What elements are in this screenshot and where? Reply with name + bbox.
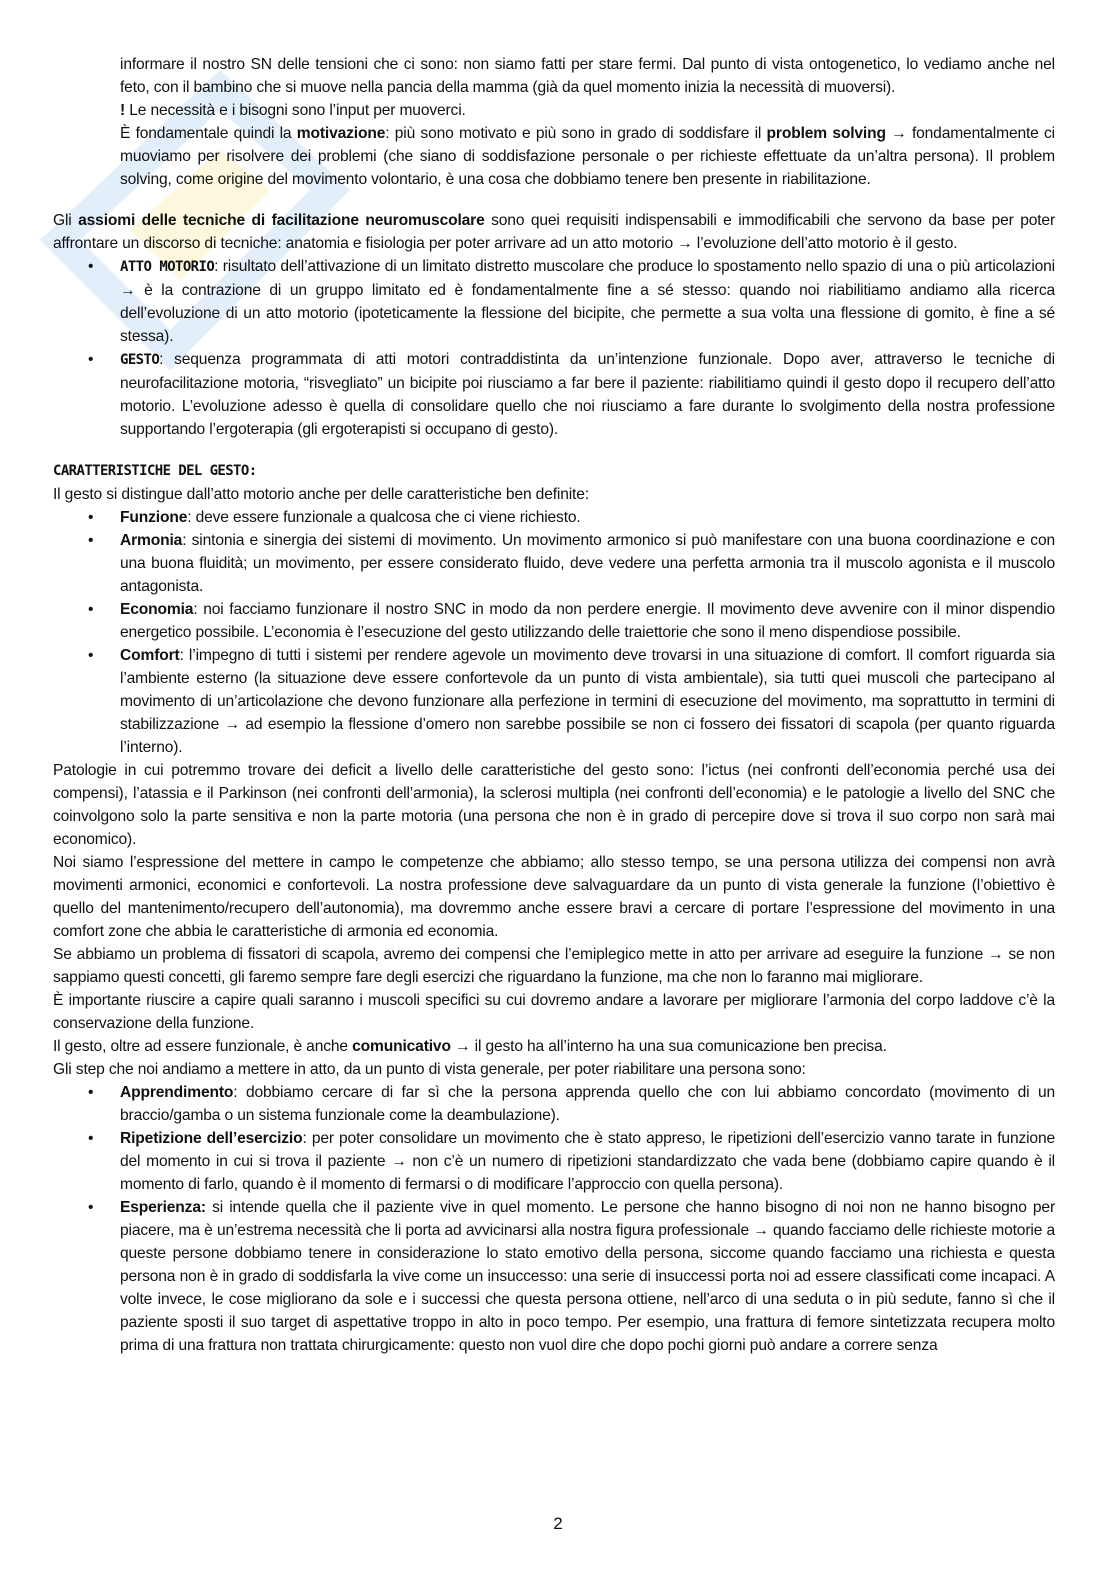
document-body (53, 53, 1055, 1357)
bold-term: problem solving (766, 125, 886, 142)
bullet-icon: • (88, 509, 94, 526)
bold-term: CARATTERISTICHE DEL GESTO: (53, 463, 257, 479)
text-run: Il gesto si distingue dall’atto motorio anche per delle caratteristiche ben definite: (53, 486, 589, 503)
bold-term: Ripetizione dell’esercizio (120, 1130, 303, 1147)
bold-term: Apprendimento (120, 1084, 234, 1101)
text-run: : per poter consolidare un movimento che è stato appreso, le ripetizioni dell’esercizio vanno tarate in funzione del momento in cui si trova il paziente → non c’è un numero di ripetizioni standardizzato che vada bene (dobbiamo capire quando è il momento di farlo, quando è il momento di fermarsi o di modificare l’approccio con quella persona). (120, 1130, 1056, 1193)
bold-term: Economia (120, 601, 194, 618)
paragraph (53, 759, 1055, 851)
text-run: È fondamentale quindi la (120, 125, 297, 142)
bullet-icon: • (88, 532, 94, 549)
text-run: : dobbiamo cercare di far sì che la persona apprenda quello che con lui abbiamo concordato (movimento di un braccio/gamba o un sistema funzionale come la deambulazione). (120, 1084, 1055, 1124)
paragraph (53, 1035, 1055, 1058)
bold-term: ! (120, 102, 130, 119)
text-run: : l’impegno di tutti i sistemi per rendere agevole un movimento deve trovarsi in una situazione di comfort. Il comfort riguarda sia l’ambiente esterno (la situazione deve essere confortevole da un punto di vista ambientale), sia tutti quei muscoli che partecipano al movimento di un’articolazione che devono funzionare alla perfezione in termini di esecuzione del movimento, ma soprattutto in termini di stabilizzazione → ad esempio la flessione d’omero non sarebbe possibile se non ci fossero dei fissatori di scapola (per quanto riguarda l’interno). (120, 647, 1055, 756)
bullet-item (88, 644, 1055, 759)
bullet-item (88, 1127, 1056, 1196)
bold-term: GESTO (120, 352, 160, 368)
paragraph (53, 989, 1055, 1035)
section-heading (53, 459, 1055, 483)
paragraph (120, 99, 1055, 122)
bold-term: Comfort (120, 647, 180, 664)
bullet-icon: • (88, 258, 94, 275)
bold-term: assiomi delle tecniche di facilitazione neuromuscolare (78, 212, 485, 229)
bullet-icon: • (88, 351, 94, 368)
paragraph (120, 122, 1055, 191)
paragraph (53, 851, 1055, 943)
text-run: sono quei requisiti indispensabili e immodificabili che servono da base per poter affrontare un discorso di tecniche: anatomia e fisiologia per poter arrivare ad un atto motorio → l’evoluzione dell’atto motorio è il gesto. (53, 212, 1055, 252)
bullet-item (88, 598, 1055, 644)
bullet-item (88, 255, 1055, 348)
paragraph (53, 943, 1055, 989)
bold-term: Esperienza: (120, 1199, 206, 1216)
text-run: : risultato dell’attivazione di un limitato distretto muscolare che produce lo spostamento nello spazio di una o più articolazioni → è la contrazione di un gruppo limitato ed è fondamentalmente fine a sé stesso: quando noi riabilitiamo andiamo alla ricerca dell’evoluzione di un atto motorio (ipoteticamente la flessione del bicipite, che permette a sua volta una flessione di gomito, è fine a sé stessa). (120, 258, 1055, 345)
bullet-item (88, 506, 1055, 529)
paragraph (53, 209, 1055, 255)
text-run: si intende quella che il paziente vive in quel momento. Le persone che hanno bisogno di noi non ne hanno bisogno per piacere, ma è un’estrema necessità che li porta ad avvicinarsi alla nostra figura professionale → quando facciamo delle richieste motorie a queste persone dobbiamo tenere in considerazione lo stato emotivo della persona, siccome quando facciamo una richiesta e questa persona non è in grado di soddisfarla la vive come un insuccesso: una serie di insuccessi porta noi ad essere classificati come incapaci. A volte invece, le cose migliorano da sole e i successi che questa persona ottiene, nell’arco di una seduta o in più sedute, fanno sì che il paziente sposti il suo target di aspettative troppo in alto in poco tempo. Per esempio, una frattura di femore sintetizzata recupera molto prima di una frattura non trattata chirurgicamente: questo non vuol dire che dopo pochi giorni può andare a correre senza (120, 1199, 1055, 1354)
bold-term: Armonia (120, 532, 183, 549)
text-run: informare il nostro SN delle tensioni che ci sono: non siamo fatti per stare fermi. Dal punto di vista ontogenetico, lo vediamo anche nel feto, con il bambino che si muove nella pancia della mamma (già da quel momento inizia la necessità di muoversi). (120, 56, 1055, 96)
text-run: : deve essere funzionale a qualcosa che ci viene richiesto. (187, 509, 581, 526)
text-run: Patologie in cui potremmo trovare dei deficit a livello delle caratteristiche del gesto sono: l’ictus (nei confronti dell’economia perché usa dei compensi), l’atassia e il Parkinson (nei confronti dell’armonia), la sclerosi multipla (nei confronti dell’economia) e le patologie a livello del SNC che coinvolgono solo la parte sensitiva e non la parte motoria (una persona che non è in grado di percepire dove si trova il suo corpo non sarà mai economico). (53, 762, 1055, 848)
text-run: : sintonia e sinergia dei sistemi di movimento. Un movimento armonico si può manifestare con una buona coordinazione e con una buona fluidità; un movimento, per essere considerato fluido, deve vedere una perfetta armonia tra il muscolo agonista e il muscolo antagonista. (120, 532, 1055, 595)
text-run: Noi siamo l’espressione del mettere in campo le competenze che abbiamo; allo stesso tempo, se una persona utilizza dei compensi non avrà movimenti armonici, economici e confortevoli. La nostra professione deve salvaguardare da un punto di vista generale la funzione (l’obiettivo è quello del mantenimento/recupero dell’autonomia), ma dovremmo anche essere bravi a cercare di portare l’espressione del movimento in una comfort zone che abbia le caratteristiche di armonia ed economia. (53, 854, 1055, 940)
text-run: Il gesto, oltre ad essere funzionale, è anche (53, 1038, 353, 1055)
text-run: → fondamentalmente ci muoviamo per risolvere dei problemi (che siano di soddisfazione personale o per richieste effettuate da un’altra persona). Il problem solving, come origine del movimento volontario, è una cosa che dobbiamo tenere ben presente in riabilitazione. (120, 125, 1055, 188)
bullet-icon: • (88, 647, 94, 664)
text-run: Se abbiamo un problema di fissatori di scapola, avremo dei compensi che l’emiplegico mette in atto per arrivare ad eseguire la funzione → se non sappiamo questi concetti, gli faremo sempre fare degli esercizi che riguardano la funzione, ma che non lo faranno mai migliorare. (53, 946, 1055, 986)
text-run: Gli (53, 212, 79, 229)
text-run: : più sono motivato e più sono in grado di soddisfare il (385, 125, 767, 142)
text-run: È importante riuscire a capire quali saranno i muscoli specifici su cui dovremo andare a lavorare per migliorare l’armonia del corpo laddove c’è la conservazione della funzione. (53, 992, 1055, 1032)
bullet-item (88, 1196, 1055, 1357)
paragraph (53, 1058, 1055, 1081)
page-number: 2 (553, 1514, 563, 1533)
bullet-item (88, 1081, 1055, 1127)
bullet-icon: • (88, 1199, 94, 1216)
text-run: → il gesto ha all’interno ha una sua comunicazione ben precisa. (450, 1038, 887, 1055)
text-run: : sequenza programmata di atti motori contraddistinta da un’intenzione funzionale. Dopo aver, attraverso le tecniche di neurofacilitazione motoria, “risvegliato” un bicipite poi riusciamo a far bere il paziente: riabilitiamo quindi il gesto dopo il recupero dell’atto motorio. L’evoluzione adesso è quella di consolidare quello che noi riusciamo a fare durante lo svolgimento della nostra professione supportando l’ergoterapia (gli ergoterapisti si occupano di gesto). (120, 351, 1055, 438)
bullet-icon: • (88, 601, 94, 618)
text-run: Le necessità e i bisogni sono l’input per muoverci. (129, 102, 466, 119)
bullet-item (88, 348, 1055, 441)
bullet-icon: • (88, 1130, 94, 1147)
bullet-item (88, 529, 1055, 598)
text-run: Gli step che noi andiamo a mettere in atto, da un punto di vista generale, per poter riabilitare una persona sono: (53, 1061, 806, 1078)
text-run: : noi facciamo funzionare il nostro SNC in modo da non perdere energie. Il movimento deve avvenire con il minor dispendio energetico possibile. L’economia è l’esecuzione del gesto utilizzando delle traiettorie che sono il meno dispendiose possibile. (120, 601, 1055, 641)
bold-term: Funzione (120, 509, 188, 526)
paragraph (120, 53, 1055, 99)
bold-term: comunicativo (352, 1038, 451, 1055)
bold-term: ATTO MOTORIO (120, 259, 215, 275)
bullet-icon: • (88, 1084, 94, 1101)
paragraph (53, 483, 1055, 506)
bold-term: motivazione (296, 125, 386, 142)
